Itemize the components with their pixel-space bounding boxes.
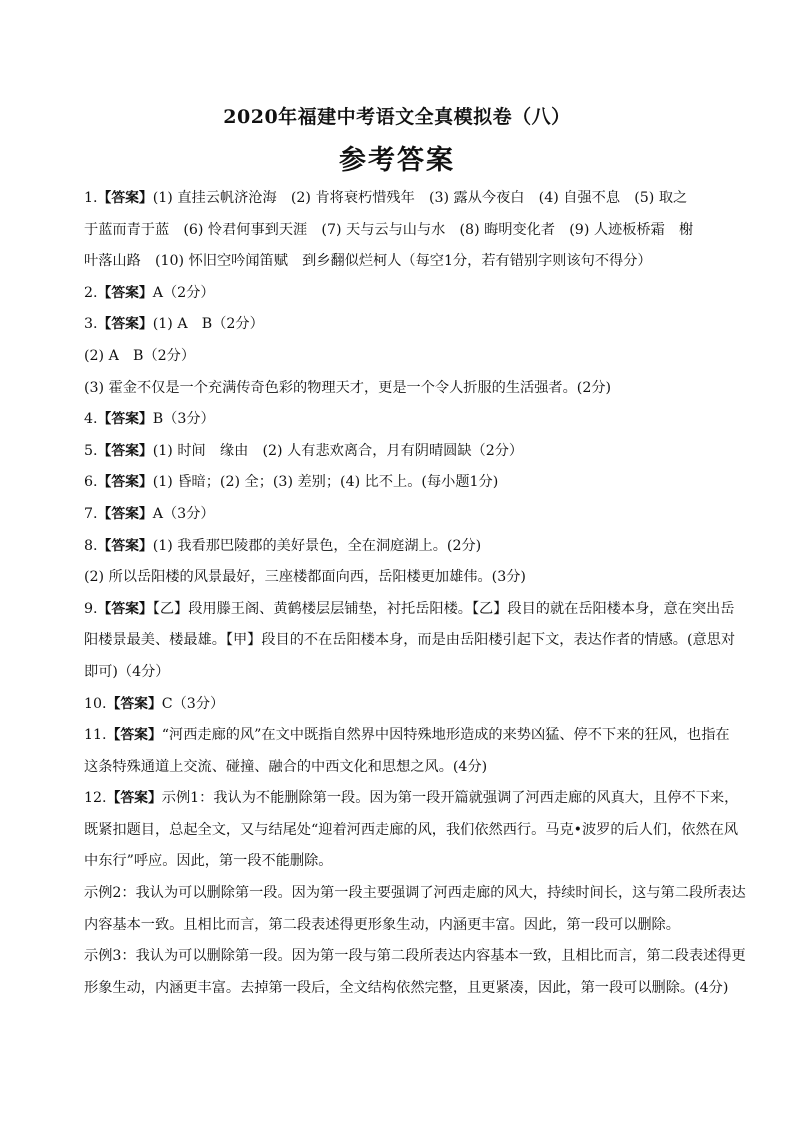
answer-tag: 【答案】	[106, 727, 162, 744]
answer-line	[84, 720, 730, 752]
question-number: 10.	[84, 695, 107, 712]
answer-content	[84, 183, 746, 1004]
answer-line	[84, 341, 716, 373]
answer-tag: 【答案】	[97, 474, 153, 491]
answer-line	[84, 815, 739, 847]
answer-line	[84, 215, 716, 247]
document-title: 2020年福建中考语文全真模拟卷（八）	[223, 106, 571, 128]
question-number: 12.	[84, 790, 107, 807]
answer-line	[84, 689, 716, 721]
answer-tag: 【答案】	[97, 505, 153, 522]
question-number: 8.	[84, 537, 98, 554]
answer-tag: 【答案】	[106, 790, 162, 807]
answer-text: (2) A B（2分）	[84, 347, 196, 364]
answer-line	[84, 973, 729, 1005]
answer-line	[84, 531, 716, 563]
answer-text: 【乙】段用滕王阁、黄鹤楼层层铺垫，衬托岳阳楼。【乙】段目的就在岳阳楼本身，意在突出岳	[152, 600, 735, 617]
answer-line	[84, 278, 716, 310]
answer-line	[84, 309, 716, 341]
answer-line	[84, 752, 716, 784]
answer-text: (1) 直挂云帆济沧海 (2) 肯将衰朽惜残年 (3) 露从今夜白 (4) 自强不息 (5) 取之	[152, 190, 688, 206]
answer-tag: 【答案】	[106, 695, 162, 712]
question-number: 2.	[84, 284, 98, 301]
answer-text: “河西走廊的风”在文中既指自然界中因特殊地形造成的来势凶猛、停不下来的狂风，也指在	[161, 727, 730, 744]
answer-tag: 【答案】	[97, 442, 153, 459]
answer-line	[84, 625, 736, 657]
answer-text: 形象生动，内涵更丰富。去掉第一段后，全文结构依然完整，且更紧凑，因此，第一段可以删除。(4分)	[84, 979, 729, 996]
answer-text: B（3分）	[152, 411, 215, 428]
answer-line	[84, 562, 716, 594]
answer-text: 阳楼景最美、楼最雄。【甲】段目的不在岳阳楼本身，而是由岳阳楼引起下文，表达作者的情感。(意思对	[84, 632, 736, 649]
answer-key-heading: 参考答案	[339, 145, 455, 176]
answer-text: C（3分）	[161, 695, 225, 712]
answer-text: 既紧扣题目，总起全文，又与结尾处“迎着河西走廊的风，我们依然西行。马克•波罗的后人们，依然在风	[84, 821, 739, 838]
answer-tag: 【答案】	[97, 537, 153, 554]
answer-tag: 【答案】	[97, 284, 153, 301]
question-number: 1.	[84, 190, 98, 206]
answer-text: (1) 我看那巴陵郡的美好景色，全在洞庭湖上。(2分)	[152, 537, 482, 554]
answer-line	[84, 467, 716, 499]
question-number: 3.	[84, 316, 98, 333]
answer-text: (3) 霍金不仅是一个充满传奇色彩的物理天才，更是一个令人折服的生活强者。(2分)	[84, 379, 612, 396]
answer-line	[84, 373, 716, 405]
answer-line	[84, 910, 716, 942]
answer-text: (1) A B（2分）	[152, 316, 264, 333]
answer-text: 中东行”呼应。因此，第一段不能删除。	[84, 853, 333, 870]
answer-text: A（3分）	[152, 505, 215, 522]
answer-text: 叶落山路 (10) 怀旧空吟闻笛赋 到乡翻似烂柯人（每空1分，若有错别字则该句不得分）	[84, 253, 652, 270]
answer-line	[84, 594, 735, 626]
answer-line	[84, 499, 716, 531]
answer-line	[84, 183, 716, 215]
answer-line	[84, 941, 746, 973]
question-number: 4.	[84, 411, 98, 428]
answer-text: (1) 时间 缘由 (2) 人有悲欢离合，月有阴晴圆缺（2分）	[152, 442, 524, 459]
answer-tag: 【答案】	[97, 411, 153, 428]
answer-text: (1) 昏暗；(2) 全；(3) 差别；(4) 比不上。(每小题1分)	[152, 474, 499, 491]
answer-line	[84, 657, 716, 689]
answer-line	[84, 846, 716, 878]
answer-text: 内容基本一致。且相比而言，第二段表述得更形象生动，内涵更丰富。因此，第一段可以删除。	[84, 916, 680, 933]
question-number: 11.	[84, 727, 107, 744]
answer-text: 示例1：我认为不能删除第一段。因为第一段开篇就强调了河西走廊的风真大，且停不下来，	[161, 790, 739, 807]
answer-line	[84, 436, 716, 468]
answer-text: 这条特殊通道上交流、碰撞、融合的中西文化和思想之风。(4分)	[84, 758, 488, 775]
answer-line	[84, 783, 739, 815]
answer-text: 于蓝而青于蓝 (6) 怜君何事到天涯 (7) 天与云与山与水 (8) 晦明变化者 (9) 人迹板桥霜 榭	[84, 221, 694, 238]
question-number: 7.	[84, 505, 98, 522]
answer-text: (2) 所以岳阳楼的风景最好，三座楼都面向西，岳阳楼更加雄伟。(3分)	[84, 569, 526, 586]
answer-tag: 【答案】	[97, 600, 153, 617]
answer-line	[84, 878, 746, 910]
answer-text: 示例3：我认为可以删除第一段。因为第一段与第二段所表达内容基本一致，且相比而言，第二段表述得更	[84, 948, 746, 965]
question-number: 9.	[84, 600, 98, 617]
question-number: 5.	[84, 442, 98, 459]
answer-line	[84, 246, 716, 278]
question-number: 6.	[84, 474, 98, 491]
answer-text: A（2分）	[152, 284, 215, 301]
answer-text: 示例2：我认为可以删除第一段。因为第一段主要强调了河西走廊的风大，持续时间长，这与第二段所表达	[84, 885, 746, 902]
answer-text: 即可)（4分）	[84, 663, 170, 680]
answer-tag: 【答案】	[97, 316, 153, 333]
answer-tag: 【答案】	[97, 190, 153, 206]
answer-line	[84, 404, 716, 436]
